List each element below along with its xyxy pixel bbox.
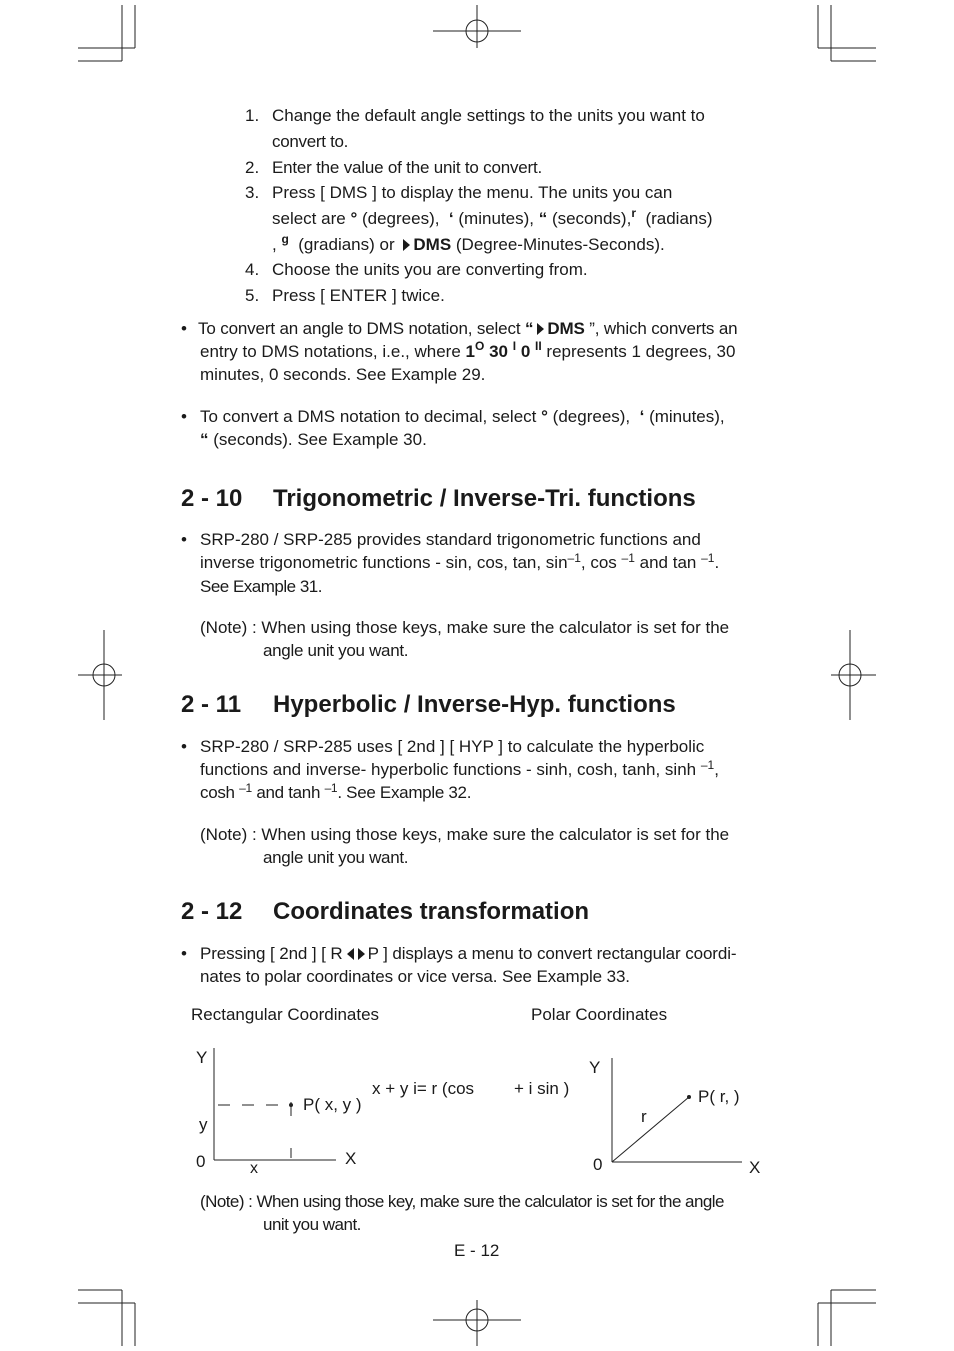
body-text: Pressing [ 2nd ] [ R P ] displays a menu to convert rectangular coordi-: [200, 944, 737, 963]
polar-radius-label: r: [641, 1107, 647, 1126]
note-text: angle unit you want.: [263, 641, 409, 660]
body-text: inverse trigonometric functions - sin, cos, tan, $\sin^{-1}$, cos $^{-1}$ and tan $^{-1}$.: [200, 551, 720, 572]
bullet-marker: •: [181, 407, 187, 426]
triangle-right-icon: [358, 948, 365, 960]
degree-symbol: °: [350, 209, 358, 228]
bullet-marker: •: [181, 944, 187, 963]
dms-symbol: DMS: [547, 319, 585, 338]
section-title: Trigonometric / Inverse-Tri. functions: [273, 485, 696, 512]
polar-origin-label: 0: [593, 1155, 603, 1174]
section-number: 2 - 12: [181, 898, 243, 925]
page-number: E - 12: [454, 1241, 500, 1260]
polar-y-axis-label: Y: [589, 1058, 601, 1077]
formula-part-2: + i sin ): [514, 1079, 570, 1098]
second-symbol: “: [538, 209, 548, 228]
step-text: convert to.: [272, 132, 349, 151]
rect-point-marker: [289, 1103, 293, 1107]
note-text: (Note) : When using those keys, make sure the calculator is set for the: [200, 825, 730, 844]
body-text: SRP-280 / SRP-285 uses [ 2nd ] [ HYP ] to calculate the hyperbolic: [200, 737, 705, 756]
step-number: 5.: [245, 286, 260, 305]
section-number: 2 - 10: [181, 485, 243, 512]
note-text: (Note) : When using those key, make sure the calculator is set for the angle: [200, 1192, 724, 1211]
step-text: select are ° (degrees), ‘ (minutes), “ (seconds),$^r$ (radians): [272, 206, 713, 228]
dms-symbol: DMS: [413, 235, 452, 254]
section-title: Coordinates transformation: [273, 898, 590, 925]
polar-coord-label: Polar Coordinates: [531, 1005, 668, 1024]
step-number: 3.: [245, 183, 260, 202]
rect-origin-label: 0: [196, 1152, 206, 1171]
triangle-right-icon: [537, 323, 544, 335]
section-number: 2 - 11: [181, 691, 242, 718]
body-text: nates to polar coordinates or vice versa. See Example 33.: [200, 967, 630, 986]
step-text: Choose the units you are converting from.: [272, 260, 588, 279]
step-text: , $^g$ (gradians) or DMS (Degree-Minutes-Seconds).: [272, 232, 665, 254]
note-text: unit you want.: [263, 1215, 361, 1234]
polar-point-marker: [687, 1095, 691, 1099]
bullet-text: minutes, 0 seconds. See Example 29.: [200, 365, 486, 384]
bullet-text: To convert an angle to DMS notation, select “ DMS ”, which converts an: [198, 319, 738, 338]
step-text: Press [ DMS ] to display the menu. The units you can: [272, 183, 673, 202]
gradian-symbol: g: [281, 232, 289, 246]
body-text: functions and inverse- hyperbolic functions - sinh, cosh, tanh, sinh $^{-1}$,: [200, 758, 719, 779]
body-text: cosh $^{-1}$ and tanh $^{-1}$. See Example 32.: [200, 781, 472, 802]
polar-x-axis-label: X: [749, 1158, 761, 1177]
note-text: (Note) : When using those keys, make sure the calculator is set for the: [200, 618, 730, 637]
bullet-marker: •: [181, 319, 187, 338]
step-number: 1.: [245, 106, 260, 125]
rect-y-value-label: y: [199, 1115, 208, 1134]
step-number: 4.: [245, 260, 260, 279]
bullet-marker: •: [181, 737, 187, 756]
bullet-text: “ (seconds). See Example 30.: [200, 430, 427, 449]
rect-y-axis-label: Y: [196, 1048, 208, 1067]
formula-part-1: x + y i= r (cos: [372, 1079, 475, 1098]
body-text: SRP-280 / SRP-285 provides standard trigonometric functions and: [200, 530, 701, 549]
rect-x-value-label: x: [250, 1160, 258, 1177]
triangle-right-icon: [403, 239, 410, 251]
bullet-text: entry to DMS notations, i.e., where $1^O$ 30 $^I$ 0 $^{II}$ represents 1 degrees, 30: [200, 339, 736, 361]
radian-symbol: r: [631, 206, 636, 220]
minute-symbol: ‘: [448, 209, 454, 228]
step-text: Press [ ENTER ] twice.: [272, 286, 445, 305]
step-text: Enter the value of the unit to convert.: [272, 158, 543, 177]
polar-coord-diagram: [600, 1050, 750, 1170]
rect-x-axis-label: X: [345, 1149, 357, 1168]
note-text: angle unit you want.: [263, 848, 409, 867]
section-title: Hyperbolic / Inverse-Hyp. functions: [273, 691, 676, 718]
triangle-left-icon: [347, 948, 354, 960]
step-text: Change the default angle settings to the units you want to: [272, 106, 705, 125]
rect-coord-label: Rectangular Coordinates: [191, 1005, 380, 1024]
body-text: See Example 31.: [200, 577, 322, 596]
bullet-text: To convert a DMS notation to decimal, select ° (degrees), ‘ (minutes),: [200, 407, 725, 426]
step-number: 2.: [245, 158, 260, 177]
bullet-marker: •: [181, 530, 187, 549]
polar-point-label: P( r, ): [698, 1087, 740, 1106]
polar-radius-line: [612, 1097, 689, 1162]
rect-point-label: P( x, y ): [303, 1095, 362, 1114]
